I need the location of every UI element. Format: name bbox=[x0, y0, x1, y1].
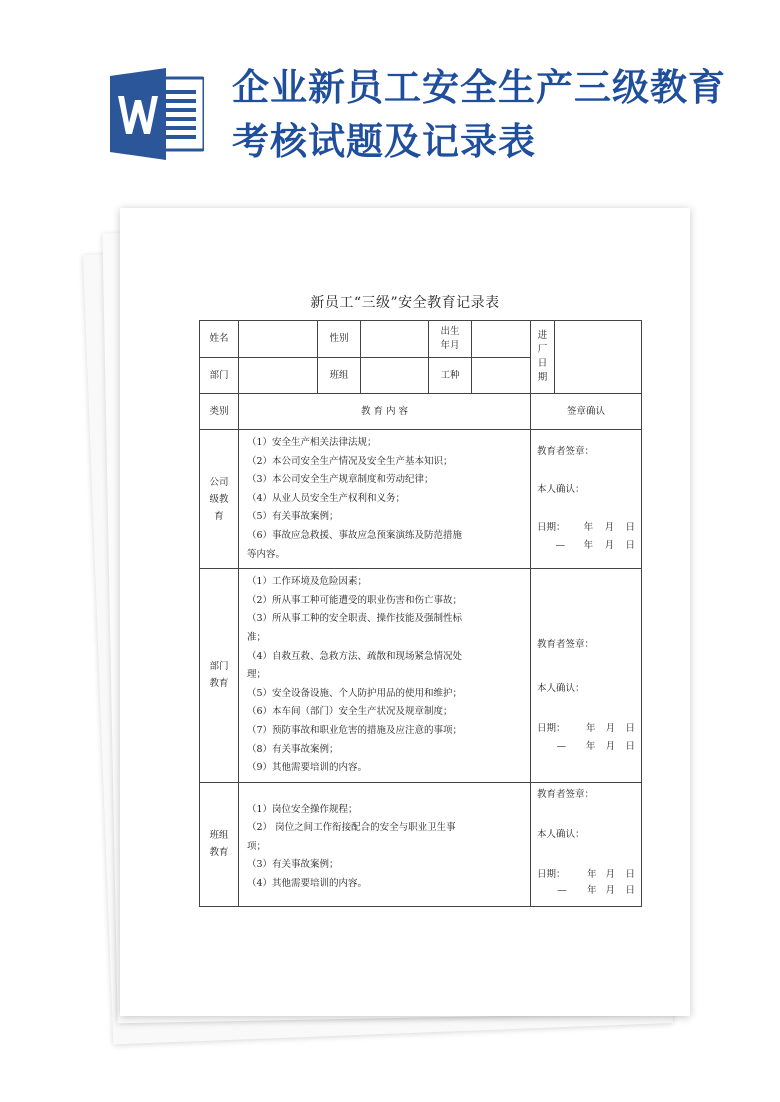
content-item: （4）其他需要培训的内容。 bbox=[247, 878, 368, 890]
date-row bbox=[537, 519, 635, 537]
content-item: （4）从业人员安全生产权利和义务； bbox=[247, 492, 406, 504]
birth-label bbox=[429, 321, 472, 358]
section-content-team bbox=[239, 782, 531, 906]
content-item: （7）预防事故和职业危害的措施及应注意的事项； bbox=[247, 724, 463, 736]
content-item: （2）本公司安全生产情况及安全生产基本知识； bbox=[247, 455, 453, 467]
content-item: （1）工作环境及危险因素； bbox=[247, 576, 368, 588]
self-confirm-label: 本人确认： bbox=[537, 828, 585, 840]
section-signature-company[interactable] bbox=[531, 430, 642, 569]
content-item: （3）有关事故案例； bbox=[247, 859, 339, 871]
entry-date-char: 厂 bbox=[537, 344, 548, 355]
educator-sign-label: 教育者签章： bbox=[537, 639, 595, 651]
month-label: 月 bbox=[605, 868, 616, 880]
section-content-company bbox=[239, 430, 531, 569]
date-dash: — bbox=[556, 741, 567, 753]
content-item: （1）岗位安全操作规程； bbox=[247, 803, 358, 815]
document-title: 新员工“三级”安全教育记录表 bbox=[310, 295, 500, 311]
entry-date-char: 进 bbox=[537, 330, 548, 341]
banner-title-line2: 考核试题及记录表 bbox=[232, 119, 536, 163]
content-item: （6）事故应急救援、事故应急预案演练及防范措施 bbox=[247, 529, 463, 541]
day-label: 日 bbox=[625, 522, 636, 534]
name-value-cell[interactable] bbox=[239, 321, 318, 358]
section-category-department bbox=[200, 569, 239, 783]
self-confirm-label: 本人确认： bbox=[537, 484, 585, 496]
education-record-table bbox=[199, 320, 642, 907]
content-column-header: 教 育 内 容 bbox=[239, 394, 531, 430]
category-column-header: 类别 bbox=[200, 394, 239, 430]
section-category-company bbox=[200, 430, 239, 569]
month-label: 月 bbox=[605, 884, 616, 896]
banner-title bbox=[232, 60, 752, 168]
word-document-icon bbox=[110, 68, 204, 160]
team-label: 班组 bbox=[318, 358, 361, 394]
date-row bbox=[537, 537, 635, 555]
entry-date-label bbox=[531, 321, 555, 394]
category-line: 部门 bbox=[209, 661, 229, 673]
content-item: （4）自救互救、急救方法、疏散和现场紧急情况处 bbox=[247, 650, 463, 662]
name-label: 姓名 bbox=[200, 321, 239, 358]
birth-value-cell[interactable] bbox=[472, 321, 531, 358]
date-label: 日期： bbox=[537, 522, 566, 534]
content-item: （8）有关事故案例； bbox=[247, 743, 339, 755]
gender-value-cell[interactable] bbox=[361, 321, 429, 358]
date-row bbox=[537, 866, 635, 884]
day-label: 日 bbox=[625, 884, 635, 896]
year-label: 年 bbox=[586, 868, 597, 880]
content-item: 准； bbox=[247, 631, 267, 643]
content-item: （5）安全设备设施、个人防护用品的使用和维护； bbox=[247, 687, 463, 699]
day-label: 日 bbox=[625, 741, 635, 753]
team-value-cell[interactable] bbox=[361, 358, 429, 394]
entry-date-value-cell[interactable] bbox=[555, 321, 642, 394]
day-label: 日 bbox=[625, 723, 635, 735]
date-row bbox=[537, 720, 635, 738]
content-item: （3）本公司安全生产规章制度和劳动纪律； bbox=[247, 474, 434, 486]
section-signature-team[interactable] bbox=[531, 782, 642, 906]
banner-title-line1: 企业新员工安全生产三级教育 bbox=[232, 65, 726, 109]
category-line: 班组 bbox=[209, 830, 229, 842]
content-item: （5）有关事故案例； bbox=[247, 511, 339, 523]
category-line: 级教 bbox=[209, 493, 229, 505]
year-label: 年 bbox=[586, 884, 597, 896]
date-label: 日期： bbox=[537, 723, 566, 735]
year-label: 年 bbox=[583, 522, 594, 534]
category-line: 育 bbox=[214, 510, 224, 522]
date-label: 日期： bbox=[537, 868, 566, 880]
gender-label: 性别 bbox=[318, 321, 361, 358]
content-item: （3）所从事工种的安全职责、操作技能及强制性标 bbox=[247, 613, 463, 625]
entry-date-char: 日 bbox=[537, 358, 548, 369]
educator-sign-label: 教育者签章： bbox=[537, 446, 595, 458]
content-item: （2）所从事工种可能遭受的职业伤害和伤亡事故； bbox=[247, 594, 463, 606]
date-row bbox=[537, 738, 635, 756]
year-label: 年 bbox=[583, 540, 594, 552]
section-signature-department[interactable] bbox=[531, 569, 642, 783]
work-type-label: 工种 bbox=[429, 358, 472, 394]
content-item: 等内容。 bbox=[247, 548, 286, 560]
department-label: 部门 bbox=[200, 358, 239, 394]
content-item: （2） 岗位之间工作衔接配合的安全与职业卫生事 bbox=[247, 822, 456, 834]
day-label: 日 bbox=[625, 868, 635, 880]
signature-column-header: 签章确认 bbox=[531, 394, 642, 430]
date-row bbox=[537, 884, 635, 897]
birth-label-line1: 出生 bbox=[440, 326, 460, 337]
month-label: 月 bbox=[605, 723, 616, 735]
year-label: 年 bbox=[585, 723, 596, 735]
month-label: 月 bbox=[605, 741, 616, 753]
category-line: 教育 bbox=[209, 847, 229, 859]
birth-label-line2: 年月 bbox=[440, 340, 460, 351]
department-value-cell[interactable] bbox=[239, 358, 318, 394]
educator-sign-label: 教育者签章： bbox=[537, 788, 595, 800]
year-label: 年 bbox=[585, 741, 596, 753]
section-category-team bbox=[200, 782, 239, 906]
section-content-department bbox=[239, 569, 531, 783]
content-item: （1）安全生产相关法律法规； bbox=[247, 437, 377, 448]
date-dash: — bbox=[557, 884, 567, 896]
work-type-value-cell[interactable] bbox=[472, 358, 531, 394]
category-line: 公司 bbox=[209, 476, 229, 488]
month-label: 月 bbox=[604, 522, 615, 534]
day-label: 日 bbox=[625, 540, 636, 552]
category-line: 教育 bbox=[209, 678, 229, 690]
entry-date-char: 期 bbox=[537, 372, 548, 383]
document-page bbox=[120, 208, 690, 1016]
content-item: 项； bbox=[247, 840, 267, 852]
date-dash: — bbox=[555, 540, 566, 552]
self-confirm-label: 本人确认： bbox=[537, 683, 585, 695]
content-item: 理； bbox=[247, 669, 267, 681]
month-label: 月 bbox=[604, 540, 615, 552]
content-item: （6）本车间（部门）安全生产状况及规章制度； bbox=[247, 706, 453, 718]
content-item: （9）其他需要培训的内容。 bbox=[247, 762, 368, 774]
